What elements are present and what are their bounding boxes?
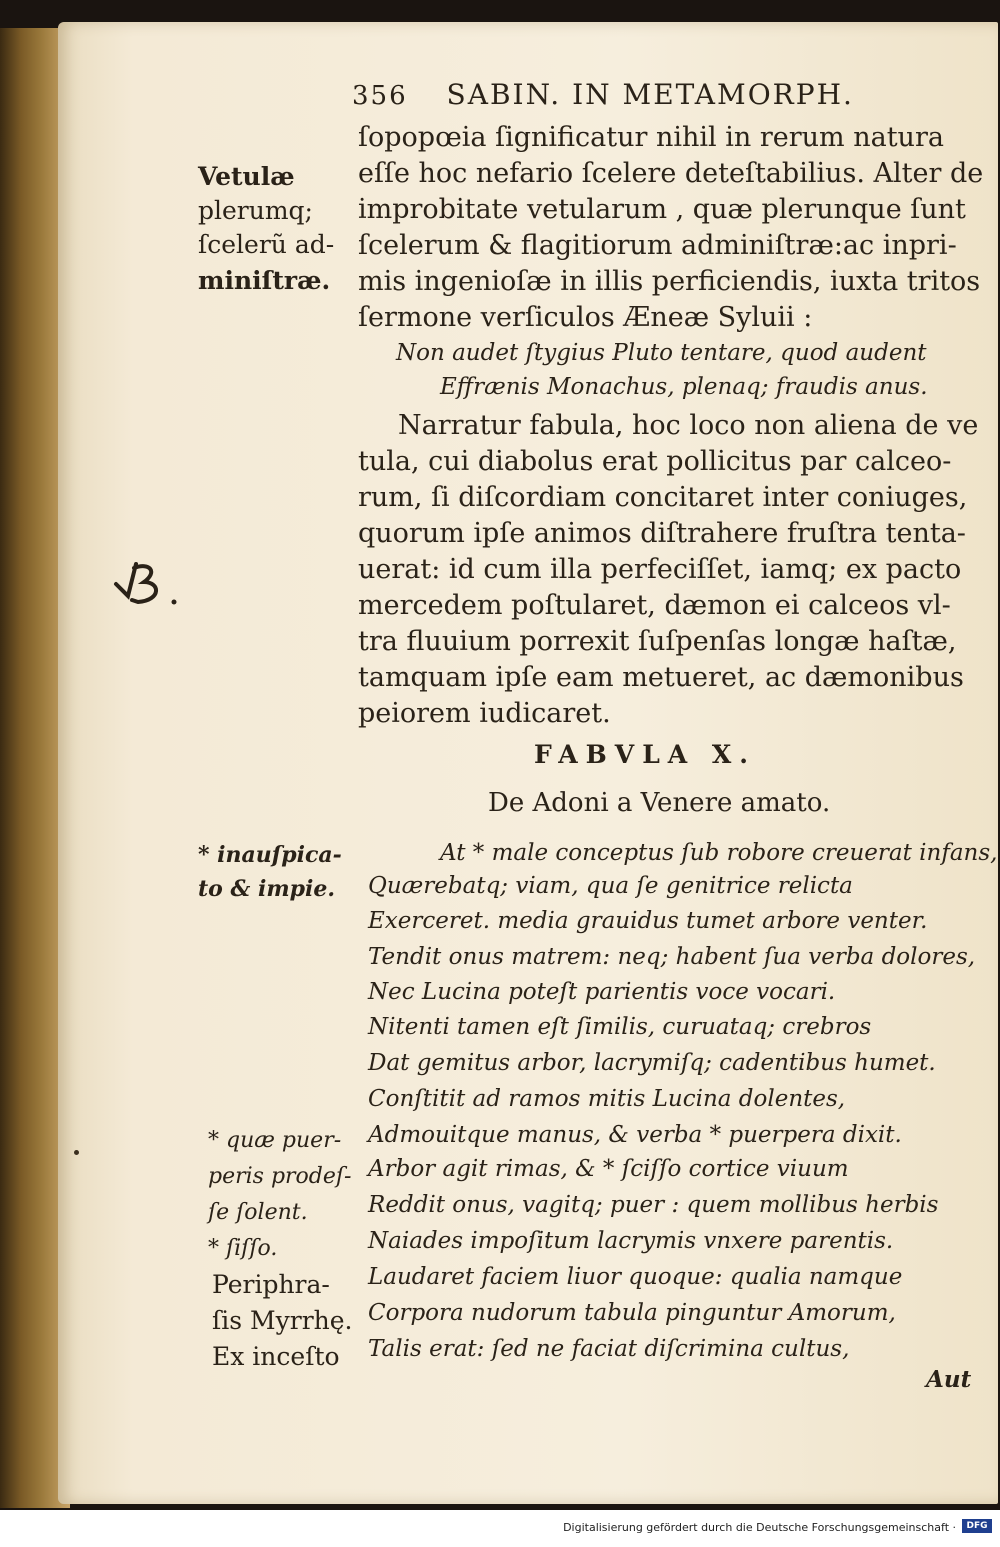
poem-verse: Tendit onus matrem: neq; habent ſua verba dolores,	[368, 944, 976, 970]
margin-note: miniſtræ.	[198, 266, 331, 295]
narrative-line: quorum ipſe animos diſtrahere fruſtra tenta-	[358, 518, 966, 549]
text-line: improbitate vetularum , quæ plerunque ſunt	[358, 194, 966, 225]
funding-credit: Digitalisierung gefördert durch die Deutsche Forschungsgemeinschaft ·	[563, 1521, 956, 1534]
margin-note: ſe ſolent.	[208, 1200, 308, 1225]
margin-note: * inauſpica-	[198, 842, 342, 868]
text-line: eſſe hoc nefario ſcelere deteſtabilius. Alter de	[358, 158, 984, 189]
narrative-line: uerat: id cum illa perfeciſſet, iamq; ex pacto	[358, 554, 962, 585]
poem-verse: Talis erat: ſed ne faciat diſcrimina cultus,	[368, 1336, 850, 1362]
running-title: SABIN. IN METAMORPH.	[446, 78, 854, 111]
poem-verse: Corpora nudorum tabula pinguntur Amorum,	[368, 1300, 896, 1326]
quote-verse: Effrænis Monachus, plenaq; fraudis anus.	[440, 374, 928, 400]
catchword: Aut	[926, 1366, 972, 1393]
margin-note: ſcelerũ ad-	[198, 230, 335, 259]
footer-bar	[0, 1510, 1000, 1547]
text-line: ſcelerum & flagitiorum adminiſtræ:ac inpri-	[358, 230, 957, 261]
page-number: 356	[352, 81, 408, 111]
poem-verse: Conſtitit ad ramos mitis Lucina dolentes,	[368, 1086, 846, 1112]
handwritten-annotation-mark	[110, 556, 180, 616]
narrative-line: Narratur fabula, hoc loco non aliena de ve	[398, 410, 979, 441]
fable-heading: FABVLA X.	[534, 740, 756, 769]
margin-note: ſis Myrrhę.	[212, 1306, 353, 1335]
poem-verse: Reddit onus, vagitq; puer : quem mollibus herbis	[368, 1192, 939, 1218]
margin-note: plerumq;	[198, 196, 313, 225]
poem-verse: Nitenti tamen eſt ſimilis, curuataq; crebros	[368, 1014, 872, 1040]
poem-verse: At * male conceptus ſub robore creuerat infans,	[440, 840, 998, 866]
quote-verse: Non audet ſtygius Pluto tentare, quod audent	[396, 340, 927, 366]
narrative-line: tamquam ipſe eam metueret, ac dæmonibus	[358, 662, 964, 693]
poem-verse: Naiades impoſitum lacrymis vnxere parentis.	[368, 1228, 894, 1254]
poem-verse: Admouitque manus, & verba * puerpera dixit.	[368, 1122, 902, 1148]
margin-note: Ex inceſto	[212, 1342, 340, 1371]
poem-verse: Dat gemitus arbor, lacrymiſq; cadentibus humet.	[368, 1050, 936, 1076]
poem-verse: Exerceret. media grauidus tumet arbore venter.	[368, 908, 928, 934]
fable-subtitle: De Adoni a Venere amato.	[488, 788, 831, 818]
poem-verse: Quærebatq; viam, qua ſe genitrice relicta	[368, 873, 853, 899]
margin-note: * quæ puer-	[208, 1128, 342, 1153]
narrative-line: tula, cui diabolus erat pollicitus par calceo-	[358, 446, 952, 477]
narrative-line: rum, ſi diſcordiam concitaret inter coniuges,	[358, 482, 968, 513]
margin-note: Periphra-	[212, 1270, 330, 1299]
narrative-line: mercedem poſtularet, dæmon ei calceos vl-	[358, 590, 951, 621]
ink-speck	[74, 1150, 79, 1155]
poem-verse: Laudaret faciem liuor quoque: qualia namque	[368, 1264, 903, 1290]
margin-note: to & impie.	[198, 876, 336, 902]
margin-note: * ſiſſo.	[208, 1236, 278, 1261]
narrative-line: peiorem iudicaret.	[358, 698, 611, 729]
narrative-line: tra fluuium porrexit ſuſpenſas longæ haſtæ,	[358, 626, 957, 657]
margin-note: Vetulæ	[198, 162, 295, 191]
text-line: ſopopœia ſignificatur nihil in rerum natura	[358, 122, 944, 153]
margin-note: peris prodeſ-	[208, 1164, 352, 1189]
running-header	[352, 78, 972, 111]
text-line: mis ingenioſæ in illis perficiendis, iuxta tritos	[358, 266, 981, 297]
poem-verse: Arbor agit rimas, & * ſciſſo cortice viuum	[368, 1156, 849, 1182]
dfg-logo: DFG	[962, 1519, 992, 1533]
poem-verse: Nec Lucina poteſt parientis voce vocari.	[368, 979, 836, 1005]
text-line: ſermone verſiculos Æneæ Syluii :	[358, 302, 813, 333]
